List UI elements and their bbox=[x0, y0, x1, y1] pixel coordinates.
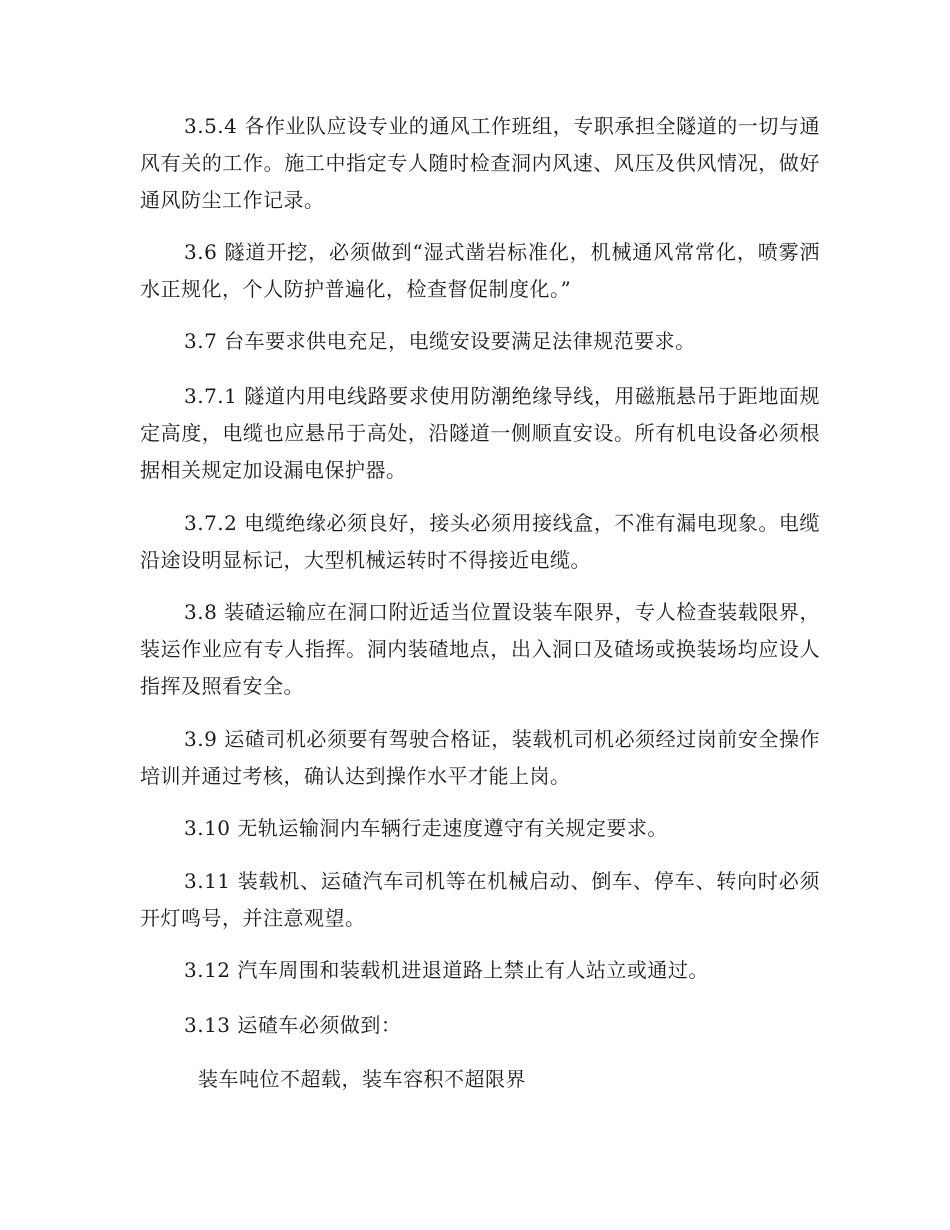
paragraph-3-10: 3.10 无轨运输洞内车辆行走速度遵守有关规定要求。 bbox=[184, 816, 668, 840]
paragraph-3-5-4: 3.5.4 各作业队应设专业的通风工作班组，专职承担全隧道的一切与通风有关的工作。施工中指定专人随时检查洞内风速、风压及供风情况，做好通风防尘工作记录。 bbox=[140, 114, 820, 212]
paragraph-3-11: 3.11 装载机、运碴汽车司机等在机械启动、倒车、停车、转向时必须开灯鸣号，并注意观望。 bbox=[140, 869, 820, 930]
list-item-load-limit: 装车吨位不超载，装车容积不超限界 bbox=[198, 1067, 526, 1091]
paragraph-3-13: 3.13 运碴车必须做到： bbox=[184, 1013, 402, 1037]
paragraph-3-9: 3.9 运碴司机必须要有驾驶合格证，装载机司机必须经过岗前安全操作培训并通过考核，确认达到操作水平才能上岗。 bbox=[140, 727, 820, 788]
paragraph-3-7-1: 3.7.1 隧道内用电线路要求使用防潮绝缘导线，用磁瓶悬吊于距地面规定高度，电缆也应悬吊于高处，沿隧道一侧顺直安设。所有机电设备必须根据相关规定加设漏电保护器。 bbox=[140, 384, 820, 482]
paragraph-3-12: 3.12 汽车周围和装载机进退道路上禁止有人站立或通过。 bbox=[184, 958, 709, 982]
paragraph-3-7-2: 3.7.2 电缆绝缘必须良好，接头必须用接线盒，不准有漏电现象。电缆沿途设明显标记，大型机械运转时不得接近电缆。 bbox=[140, 511, 820, 572]
paragraph-3-6: 3.6 隧道开挖，必须做到“湿式凿岩标准化，机械通风常常化，喷雾洒水正规化，个人防护普遍化，检查督促制度化。” bbox=[140, 240, 820, 301]
paragraph-3-8: 3.8 装碴运输应在洞口附近适当位置设装车限界，专人检查装载限界，装运作业应有专人指挥。洞内装碴地点，出入洞口及碴场或换装场均应设人指挥及照看安全。 bbox=[140, 600, 820, 698]
paragraph-3-7: 3.7 台车要求供电充足，电缆安设要满足法律规范要求。 bbox=[184, 329, 696, 353]
